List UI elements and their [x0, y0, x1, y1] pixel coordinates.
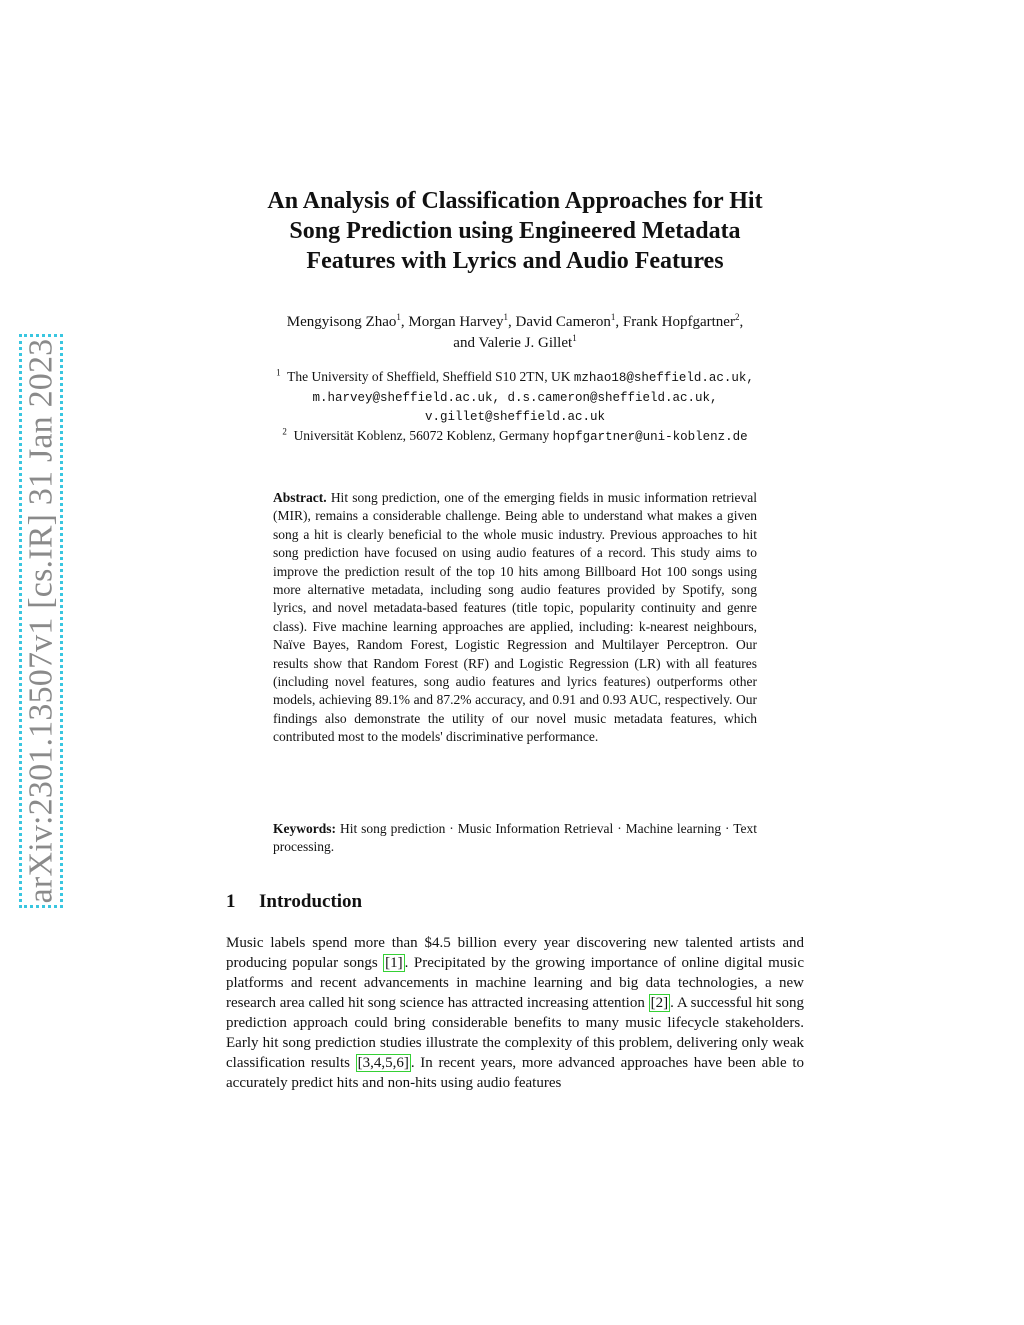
affiliation-mark: 1	[503, 312, 508, 322]
section-number: 1	[226, 891, 236, 912]
intro-text: . A successful hit song prediction approach could bring considerable benefits to many music lifecycle stakeholders. Early hit song prediction studies illustrate the complexity of this problem, delivering only weak classification results	[226, 995, 805, 1071]
author-name: Valerie J. Gillet	[478, 335, 573, 351]
affiliation-2	[210, 427, 820, 447]
email-link[interactable]: mzhao18@sheffield.ac.uk,	[573, 371, 754, 385]
abstract	[273, 489, 757, 747]
intro-text: . Precipitated by the growing importance of online digital music platforms and recent advancements in machine learning and big data technologies, a new research area called hit song science has attracted increasing attention	[226, 955, 805, 1011]
abstract-label: Abstract.	[273, 490, 327, 505]
section-heading	[226, 890, 362, 914]
affiliation-mark: 1	[396, 312, 401, 322]
affiliation-mark: 1	[610, 312, 616, 322]
affiliation-mark: 2	[734, 312, 740, 322]
title-line: Song Prediction using Engineered Metadata	[289, 218, 741, 244]
arxiv-id: arXiv:2301.13507v1 [cs.IR] 31 Jan 2023	[22, 338, 59, 904]
affiliation-mark: 1	[276, 367, 281, 378]
intro-text: . In recent years, more advanced approaches have been able to accurately predict hits and non-hits using audio features	[226, 1055, 804, 1091]
title-line: Features with Lyrics and Audio Features	[306, 248, 724, 274]
title-line: An Analysis of Classification Approaches for Hit	[267, 188, 763, 214]
email-link[interactable]: m.harvey@sheffield.ac.uk, d.s.cameron@sheffield.ac.uk,	[312, 390, 718, 405]
section-title: Introduction	[259, 891, 363, 912]
author-name: David Cameron	[515, 314, 611, 330]
intro-paragraph	[226, 933, 804, 1093]
arxiv-identifier-stamp	[19, 334, 63, 908]
citation-link[interactable]: [3,4,5,6]	[357, 1055, 409, 1071]
affiliation-mark: 2	[282, 426, 287, 436]
affiliation-text: Universität Koblenz, 56072 Koblenz, Germany	[293, 427, 550, 443]
keywords-text: Hit song prediction · Music Information Retrieval · Machine learning · Text processing.	[273, 821, 758, 855]
paper-title	[210, 186, 820, 276]
author-name: Morgan Harvey	[408, 314, 504, 330]
intro-text: Music labels spend more than $4.5 billion every year discovering new talented artists and producing popular songs	[226, 935, 804, 971]
author-conjunction: and	[453, 335, 475, 351]
author-list: Mengyisong Zhao$^1$, Morgan Harvey$^1$, David Cameron$^1$, Frank Hopfgartner$^2$, and Valerie J. Gillet$^1$	[286, 312, 744, 351]
email-link[interactable]: v.gillet@sheffield.ac.uk	[424, 410, 606, 424]
affiliation-1	[210, 368, 820, 388]
email-link[interactable]: hopfgartner@uni-koblenz.de	[552, 429, 748, 444]
citation-link[interactable]: [1]	[385, 955, 403, 971]
author-name: Frank Hopfgartner	[622, 314, 735, 330]
citation-link[interactable]: [2]	[650, 995, 669, 1011]
affiliation-mark: 1	[572, 333, 577, 343]
abstract-text: Hit song prediction, one of the emerging fields in music information retrieval (MIR), remains a considerable challenge. Being able to understand what makes a given song a hit is clearly beneficial to the whole music industry. Previous approaches to hit song prediction have focused on using audio features of a record. This study aims to improve the prediction result of the top 10 hits among Billboard Hot 100 songs using more alternative metadata, including song audio features provided by Spotify, song lyrics, and novel metadata-based features (title topic, popularity continuity and genre class). Five machine learning approaches are applied, including: k-nearest neighbours, Naïve Bayes, Random Forest, Logistic Regression and Multilayer Perceptron. Our results show that Random Forest (RF) and Logistic Regression (LR) with all features (including novel features, song audio features and lyrics features) outperforms other models, achieving 89.1% and 87.2% accuracy, and 0.91 and 0.93 AUC, respectively. Our findings also demonstrate the utility of our novel music metadata features, which contributed most to the models' discriminative performance.	[273, 490, 758, 745]
author-name: Mengyisong Zhao	[286, 314, 397, 330]
keywords-label: Keywords:	[273, 821, 336, 836]
affiliation-list	[210, 368, 820, 446]
keywords	[273, 820, 757, 857]
affiliation-text: The University of Sheffield, Sheffield S10 2TN, UK	[287, 369, 571, 384]
